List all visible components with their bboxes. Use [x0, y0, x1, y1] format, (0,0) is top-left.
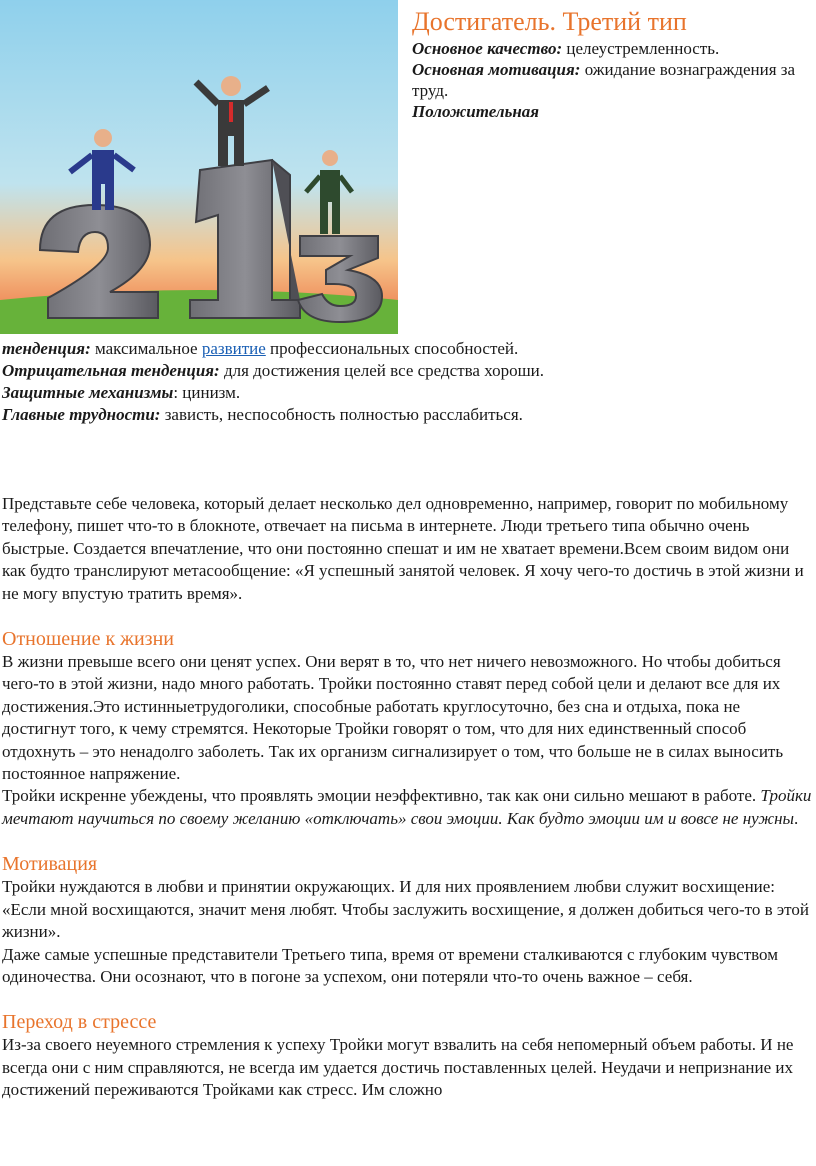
difficulty-line — [2, 404, 814, 426]
quality-label: Основное качество: — [412, 39, 563, 58]
positive-label-end: тенденция: — [2, 339, 91, 358]
summary-header — [412, 6, 812, 122]
negative-value: для достижения целей все средства хороши. — [219, 361, 545, 380]
difficulty-label: Главные трудности: — [2, 405, 161, 424]
podium-svg — [0, 0, 398, 334]
defense-label: Защитные механизмы — [2, 383, 174, 402]
quality-value: целеустремленность. — [562, 39, 720, 58]
motivation-line — [412, 59, 812, 101]
motivation-value: ожидание вознаграждения за труд. — [412, 60, 796, 100]
article-body — [2, 493, 814, 1102]
life-paragraph-1: В жизни превыше всего они ценят успех. Они верят в то, что нет ничего невозможного. Но чтобы добиться чего-то в этой жизни, надо много работать. Тройки постоянно ставят перед собой цели и делают все для их достижения.Это истинныетрудоголики, способные работать круглосуточно, без сна и отдыха, пока не достигнут того, к чему стремятся. Некоторые Тройки говорят о том, что для них единственный способ отдохнуть – это ненадолго заболеть. Так их организм сигнализирует о том, что больше не в силах выносить постоянное напряжение. — [2, 652, 784, 784]
stress-paragraph-1: Из-за своего неуемного стремления к успеху Тройки могут взвалить на себя непомерный объем работы. И не всегда они с ним справляются, не всегда им удается достичь поставленных целей. Неудачи и непризнание их достижений переживаются Тройками как стресс. Им сложно — [2, 1035, 794, 1100]
defense-line — [2, 382, 814, 404]
page-title: Достигатель. Третий тип — [412, 7, 687, 36]
quality-line — [412, 38, 812, 59]
defense-value: : цинизм. — [173, 383, 241, 402]
negative-label: Отрицательная тенденция: — [2, 361, 220, 380]
stress-heading: Переход в стрессе — [2, 1011, 157, 1034]
motivation-paragraph-1: Тройки нуждаются в любви и принятии окружающих. И для них проявлением любви служит восхищение: «Если мной восхищаются, значит меня любят. Чтобы заслужить восхищение, я должен добиться чего-то в этой жизни». — [2, 877, 809, 942]
difficulty-value: зависть, неспособность полностью расслабиться. — [160, 405, 523, 424]
motivation-label: Основная мотивация: — [412, 60, 581, 79]
podium-illustration — [0, 0, 398, 334]
life-paragraph-2: Тройки искренне убеждены, что проявлять эмоции неэффективно, так как они сильно мешают в работе. Тройки мечтают научиться по своему желанию «отключать» свои эмоции. Как будто эмоции им и вовсе не нужны. — [2, 786, 812, 828]
intro-paragraph: Представьте себе человека, который делает несколько дел одновременно, например, говорит по мобильному телефону, пишет что-то в блокноте, отвечает на письма в интернете. Люди третьего типа обычно очень быстрые. Создается впечатление, что они постоянно спешат и им не хватает времени.Всем своим видом они как будто транслируют метасообщение: «Я успешный занятой человек. Я хочу чего-то достичь в этой жизни и не могу впустую тратить время». — [2, 494, 804, 603]
life-heading: Отношение к жизни — [2, 628, 174, 651]
motivation-paragraph-2: Даже самые успешные представители Третьего типа, время от времени сталкиваются с глубоким чувством одиночества. Они осознают, что в погоне за успехом, они потеряли что-то очень важное – себя. — [2, 944, 778, 986]
positive-line: тенденция: максимальное развитие профессиональных способностей. — [2, 339, 519, 358]
negative-line — [2, 360, 814, 382]
development-link[interactable]: развитие — [201, 339, 266, 358]
positive-label-start: Положительная — [412, 102, 540, 121]
motivation-heading: Мотивация — [2, 853, 98, 876]
summary-continuation — [2, 338, 814, 426]
